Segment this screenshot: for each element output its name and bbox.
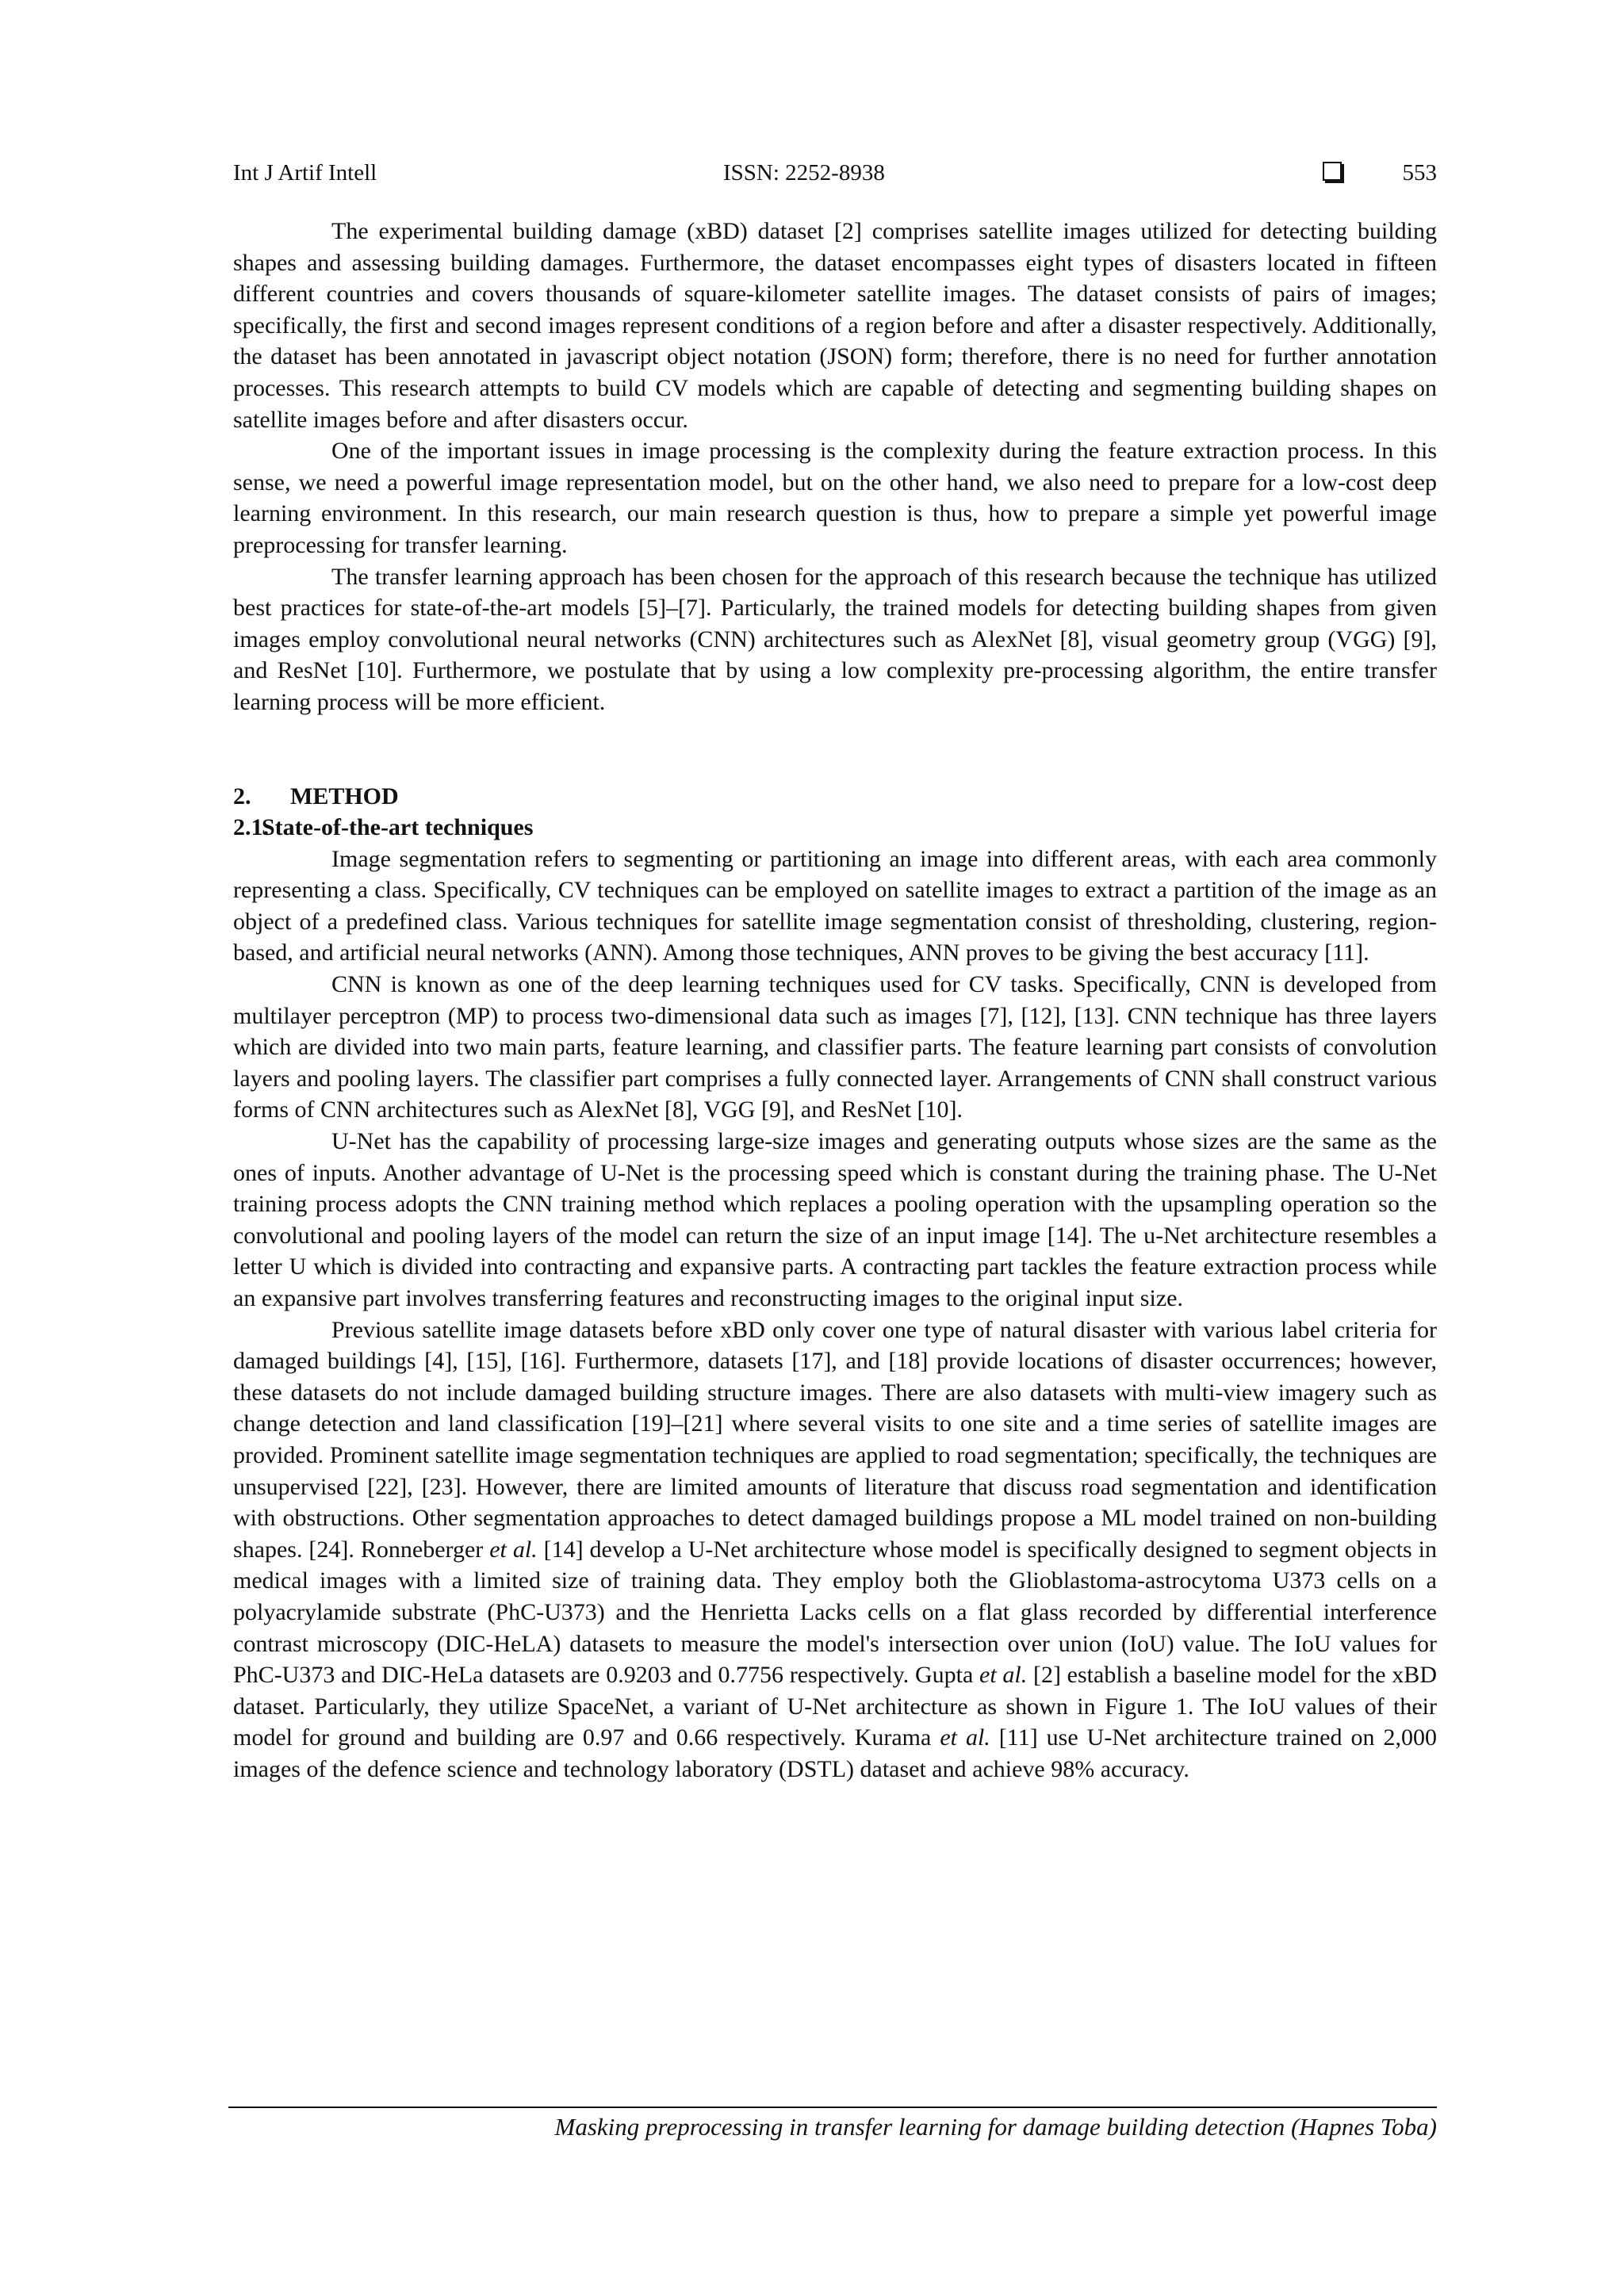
et-al-gupta: et al. xyxy=(979,1662,1028,1689)
running-footer: Masking preprocessing in transfer learning for damage building detection (Hapnes Toba) xyxy=(554,2113,1437,2141)
method-paragraph-4 xyxy=(233,1314,1437,1785)
method-paragraph-3: U-Net has the capability of processing large-size images and generating outputs whose sizes are the same as the ones of inputs. Another advantage of U-Net is the processing speed which is constant during the training phase. The U-Net training process adopts the CNN training method which replaces a pooling operation with the upsampling operation so the convolutional and pooling layers of the model can return the size of an input image [14]. The u-Net architecture resembles a letter U which is divided into contracting and expansive parts. A contracting part tackles the feature extraction process while an expansive part involves transferring features and reconstructing images to the original input size. xyxy=(233,1128,1437,1311)
journal-name: Int J Artif Intell xyxy=(233,160,377,186)
method-paragraph-1: Image segmentation refers to segmenting or partitioning an image into different areas, with each area commonly representing a class. Specifically, CV techniques can be employed on satellite images to extract a partition of the image as an object of a predefined class. Various techniques for satellite image segmentation consist of thresholding, clustering, region-based, and artificial neural networks (ANN). Among those techniques, ANN proves to be giving the best accuracy [11]. xyxy=(233,845,1437,966)
section-heading xyxy=(233,781,1437,813)
box-bullet-icon xyxy=(1323,162,1342,181)
issn: ISSN: 2252-8938 xyxy=(723,160,885,186)
method-paragraph-2: CNN is known as one of the deep learning techniques used for CV tasks. Specifically, CNN is developed from multilayer perceptron (MP) to process two-dimensional data such as images [7], [12], [13]. CNN technique has three layers which are divided into two main parts, feature learning, and classifier parts. The feature learning part consists of convolution layers and pooling layers. The classifier part comprises a fully connected layer. Arrangements of CNN shall construct various forms of CNN architectures such as AlexNet [8], VGG [9], and ResNet [10]. xyxy=(233,971,1437,1123)
paragraph-4-part-c: [2] establish a baseline model for the xBD dataset. Particularly, they utilize SpaceNet, a variant of U-Net architecture as shown in Figure 1. The IoU values of their model for ground and building are 0.97 and 0.66 respectively. Kurama xyxy=(233,1662,1437,1751)
section-title: METHOD xyxy=(290,783,399,809)
page-number: 553 xyxy=(1402,160,1437,186)
running-header xyxy=(233,155,1437,190)
et-al-ronneberger: et al. xyxy=(489,1536,538,1563)
intro-paragraph-1: The experimental building damage (xBD) dataset [2] comprises satellite images utilized for detecting building shapes and assessing building damages. Furthermore, the dataset encompasses eight types of disasters located in fifteen different countries and covers thousands of square-kilometer satellite images. The dataset consists of pairs of images; specifically, the first and second images represent conditions of a region before and after a disaster respectively. Additionally, the dataset has been annotated in javascript object notation (JSON) form; therefore, there is no need for further annotation processes. This research attempts to build CV models which are capable of detecting and segmenting building shapes on satellite images before and after disasters occur. xyxy=(233,218,1437,433)
intro-paragraph-3: The transfer learning approach has been chosen for the approach of this research because the technique has utilized best practices for state-of-the-art models [5]–[7]. Particularly, the trained models for detecting building shapes from given images employ convolutional neural networks (CNN) architectures such as AlexNet [8], visual geometry group (VGG) [9], and ResNet [10]. Furthermore, we postulate that by using a low complexity pre-processing algorithm, the entire transfer learning process will be more efficient. xyxy=(233,563,1437,715)
intro-paragraph-2: One of the important issues in image processing is the complexity during the feature extraction process. In this sense, we need a powerful image representation model, but on the other hand, we also need to prepare for a low-cost deep learning environment. In this research, our main research question is thus, how to prepare a simple yet powerful image preprocessing for transfer learning. xyxy=(233,438,1437,558)
paragraph-4-part-b: [14] develop a U-Net architecture whose model is specifically designed to segment objects in medical images with a limited size of training data. They employ both the Glioblastoma-astrocytoma U373 cells on a polyacrylamide substrate (PhC-U373) and the Henrietta Lacks cells on a flat glass recorded by differential interference contrast microscopy (DIC-HeLA) datasets to measure the model's intersection over union (IoU) value. The IoU values for PhC-U373 and DIC-HeLa datasets are 0.9203 and 0.7756 respectively. Gupta xyxy=(233,1536,1437,1689)
subsection-heading xyxy=(233,812,1437,844)
section-number: 2. xyxy=(233,783,251,809)
subsection-number: 2.1. xyxy=(233,814,269,841)
body-text xyxy=(233,216,1437,1785)
paragraph-4-part-d: [11] use U-Net architecture trained on 2,000 images of the defence science and technology laboratory (DSTL) dataset and achieve 98% accuracy. xyxy=(233,1724,1437,1782)
footer-rule xyxy=(228,2107,1437,2108)
paragraph-4-part-a: Previous satellite image datasets before xBD only cover one type of natural disaster with various label criteria for damaged buildings [4], [15], [16]. Furthermore, datasets [17], and [18] provide locations of disaster occurrences; however, these datasets do not include damaged building structure images. There are also datasets with multi-view imagery such as change detection and land classification [19]–[21] where several visits to one site and a time series of satellite images are provided. Prominent satellite image segmentation techniques are applied to road segmentation; specifically, the techniques are unsupervised [22], [23]. However, there are limited amounts of literature that discuss road segmentation and identification with obstructions. Other segmentation approaches to detect damaged buildings propose a ML model trained on non-building shapes. [24]. Ronneberger xyxy=(233,1316,1437,1563)
subsection-title: State-of-the-art techniques xyxy=(262,814,534,841)
et-al-kurama: et al. xyxy=(940,1724,990,1751)
